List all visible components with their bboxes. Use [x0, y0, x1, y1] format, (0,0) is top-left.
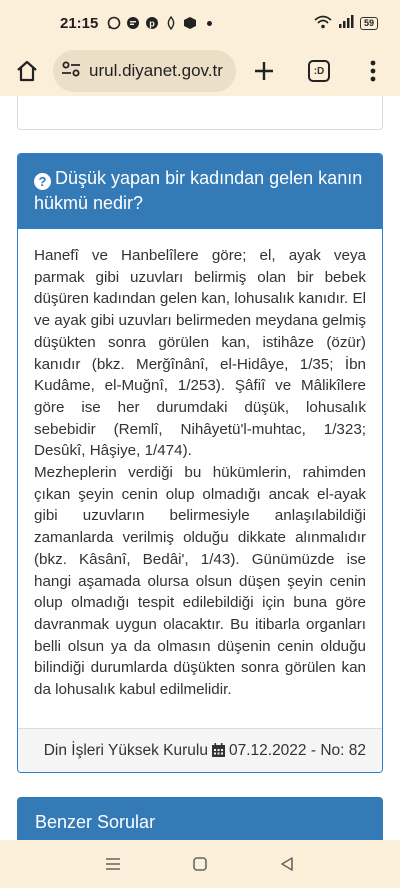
- url-text: urul.diyanet.gov.tr: [89, 61, 223, 80]
- home-icon: [15, 59, 39, 83]
- battery-icon: 59: [360, 17, 378, 30]
- new-tab-button[interactable]: [250, 57, 278, 85]
- url-bar[interactable]: [53, 50, 236, 92]
- site-settings-icon[interactable]: [61, 60, 81, 83]
- more-vert-icon: [370, 60, 376, 82]
- answer-body: [18, 228, 382, 730]
- pinterest-icon: [144, 16, 159, 31]
- plus-icon: [253, 60, 275, 82]
- answer-source: Din İşleri Yüksek Kurulu: [43, 741, 208, 759]
- back-button[interactable]: [275, 852, 299, 876]
- square-home-icon: [192, 856, 208, 872]
- browser-menu-button[interactable]: [359, 57, 387, 85]
- status-bar: [0, 0, 400, 46]
- home-nav-button[interactable]: [188, 852, 212, 876]
- status-time: 21:15: [60, 14, 99, 32]
- tab-switcher-button[interactable]: [305, 57, 333, 85]
- messages-icon: [125, 16, 140, 31]
- back-triangle-icon: [279, 856, 295, 872]
- svg-text:p: p: [149, 18, 155, 29]
- recents-icon: [104, 857, 122, 871]
- question-circle-icon: ?: [34, 173, 51, 190]
- tab-count: :D: [308, 60, 330, 82]
- answer-footer: [18, 728, 382, 772]
- recents-button[interactable]: [101, 852, 125, 876]
- previous-card: [17, 96, 383, 130]
- browser-toolbar: [0, 46, 400, 96]
- box-icon: [182, 16, 197, 31]
- calendar-icon: [211, 743, 226, 758]
- question-title: Düşük yapan bir kadından gelen kanın hükmü nedir?: [34, 168, 363, 213]
- page-viewport[interactable]: [0, 96, 400, 840]
- question-header: [18, 154, 382, 228]
- similar-questions-card: [17, 797, 383, 840]
- more-notifications-icon: [207, 21, 212, 26]
- app-icon: [163, 16, 178, 31]
- similar-questions-title: Benzer Sorular: [35, 812, 156, 832]
- question-card: [17, 153, 383, 773]
- answer-date: 07.12.2022 - No: 82: [228, 741, 366, 759]
- home-button[interactable]: [13, 57, 41, 85]
- answer-paragraph: Mezheplerin verdiği bu hükümlerin, rahimden çıkan şeyin cenin olup olmadığı ancak el-ayak gibi uzuvların belirmesiyle anlaşılabildiği zamanlarda verilmiş olduğu dikkate alınmalıdır (bkz. Kâsânî, Bedâi', 1/43). Günümüzde ise hangi aşamada olursa olsun düşen şeyin cenin olup olmadığı tespit edilebildiği için buna göre davranmak uygun olacaktır. Bu itibarla organları belli olsun ya da olmasın düşenin cenin olduğu bilindiği durumlarda düşükten sonra görülen kan da lohusalık kabul edilmelidir.: [34, 464, 366, 699]
- answer-paragraph: Hanefî ve Hanbelîlere göre; el, ayak veya parmak gibi uzuvları belirmiş olan bir bebek düşüren kadından gelen kan, lohusalık kanıdır. El ve ayak gibi uzuvları belirmeden meydana gelmiş düşükten sonra görülen kan, istihâze (özür) kanıdır (bkz. Merğînânî, el-Hidâye, 1/35; İbn Kudâme, el-Muğnî, 1/253). Şâfiî ve Mâlikîlere göre ise her durumdaki düşük, lohusalık sebebidir (Remlî, Nihâyetü'l-muhtac, 1/323; Desûkî, Hâşiye, 1/474).: [34, 247, 366, 460]
- system-nav-bar: [0, 840, 400, 888]
- wifi-icon: [314, 15, 332, 32]
- whatsapp-icon: [106, 16, 121, 31]
- signal-icon: [338, 15, 354, 32]
